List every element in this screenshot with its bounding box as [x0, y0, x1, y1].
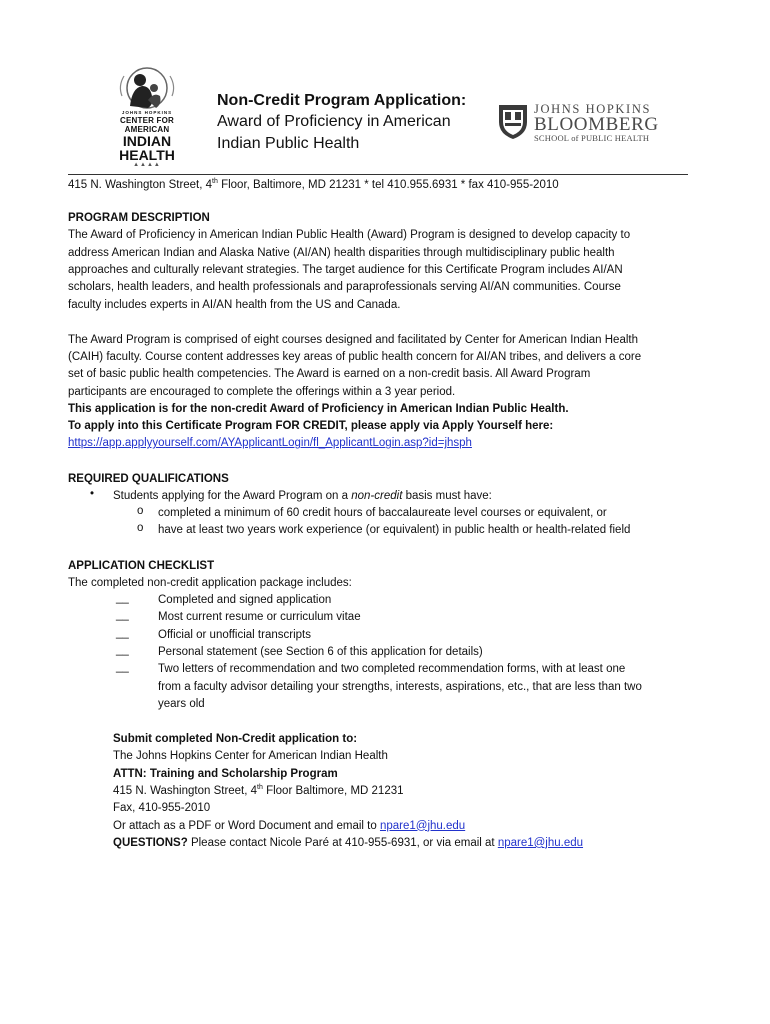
header-address: [68, 177, 559, 193]
checklist-blank: __: [116, 592, 129, 605]
caih-logo-line3: AMERICAN: [124, 125, 170, 134]
sub-bullet-icon: o: [137, 522, 144, 535]
jhu-logo-line3: SCHOOL of PUBLIC HEALTH: [534, 133, 650, 143]
jhu-logo-line2: BLOOMBERG: [534, 114, 659, 135]
jhu-shield-icon: [497, 104, 529, 140]
submit-attn: ATTN: Training and Scholarship Program: [113, 767, 338, 780]
checklist-item: Most current resume or curriculum vitae: [158, 611, 361, 624]
page-title: [217, 90, 466, 155]
application-checklist-heading: APPLICATION CHECKLIST: [68, 559, 215, 572]
credit-notice: To apply into this Certificate Program FOR CREDIT, please apply via Apply Yourself here:: [68, 420, 554, 433]
caih-logo-line4: INDIAN: [122, 133, 172, 149]
questions-text: Please contact Nicole Paré at 410-955-6931, or via email at: [187, 836, 498, 849]
noncredit-notice: This application is for the non-credit Award of Proficiency in American Indian Public Health.: [68, 402, 569, 415]
submit-address-sup: th: [257, 784, 263, 792]
checklist-item-cont: years old: [158, 697, 205, 710]
title-line-1: Award of Proficiency in American: [217, 113, 451, 130]
qualification-emphasis: non-credit: [351, 489, 403, 502]
description-line: The Award Program is comprised of eight courses designed and facilitated by Center for American Indian Health: [68, 333, 638, 346]
questions-line: [113, 835, 583, 852]
description-line: address American Indian and Alaska Native (AI/AN) health disparities through multidisciplinary public health: [68, 246, 615, 259]
caih-logo: [104, 66, 190, 174]
title-line-2: Indian Public Health: [217, 135, 360, 152]
caih-logo-line5: HEALTH: [119, 147, 175, 163]
jhu-bloomberg-logo: [497, 103, 667, 143]
bullet-icon: •: [90, 487, 95, 500]
submit-address-text-cont: Floor Baltimore, MD 21231: [262, 784, 404, 797]
program-description-heading: PROGRAM DESCRIPTION: [68, 212, 210, 224]
qualification-text-cont: basis must have:: [402, 489, 492, 502]
address-sup: th: [212, 178, 218, 186]
caih-logo-line1: JOHNS HOPKINS: [121, 110, 173, 115]
submit-address: [113, 783, 404, 800]
checklist-item: Two letters of recommendation and two completed recommendation forms, with at least one: [158, 663, 626, 676]
submit-line: The Johns Hopkins Center for American Indian Health: [113, 750, 388, 763]
description-line: The Award of Proficiency in American Indian Public Health (Award) Program is designed to develop capacity to: [68, 229, 631, 242]
checklist-blank: __: [116, 626, 129, 639]
header-divider: [68, 174, 688, 175]
qualification-text: Students applying for the Award Program on a: [113, 489, 352, 502]
checklist-item: Completed and signed application: [158, 594, 332, 607]
caih-emblem-icon: [114, 66, 180, 110]
qualification-sub-item: completed a minimum of 60 credit hours of baccalaureate level courses or equivalent, or: [158, 507, 607, 520]
description-line: (CAIH) faculty. Course content addresses key areas of public health concern for AI/AN tribes, and delivers a core: [68, 350, 642, 363]
checklist-item-cont: from a faculty advisor detailing your strengths, interests, aspirations, etc., that are less than two: [158, 680, 642, 693]
caih-triangles-icon: ▲▲▲▲: [133, 162, 161, 168]
apply-yourself-link[interactable]: https://app.applyyourself.com/AYApplicantLogin/fl_ApplicantLogin.asp?id=jhsph: [68, 437, 472, 450]
checklist-blank: __: [116, 661, 129, 674]
checklist-item: Personal statement (see Section 6 of this application for details): [158, 646, 483, 658]
submit-heading: Submit completed Non-Credit application to:: [113, 733, 358, 745]
submit-fax: Fax, 410-955-2010: [113, 802, 211, 815]
qualification-main: [113, 488, 492, 505]
checklist-item: Official or unofficial transcripts: [158, 628, 311, 641]
checklist-blank: __: [116, 609, 129, 622]
questions-label: QUESTIONS?: [113, 836, 188, 849]
submit-address-text: 415 N. Washington Street, 4: [113, 784, 258, 797]
required-qualifications-heading: REQUIRED QUALIFICATIONS: [68, 472, 229, 485]
caih-logo-line2: CENTER FOR: [120, 116, 174, 125]
submit-email-text: Or attach as a PDF or Word Document and email to: [113, 819, 380, 832]
description-line: scholars, health leaders, and health professionals and paraprofessionals serving AI/AN communities. Course: [68, 281, 621, 294]
address-text: 415 N. Washington Street, 4: [68, 179, 213, 191]
description-line: participants are encouraged to complete the offerings within a 3 year period.: [68, 385, 456, 398]
jhu-logo-line1: JOHNS HOPKINS: [534, 102, 651, 116]
submit-email-line: [113, 818, 465, 835]
title-heading: Non-Credit Program Application:: [217, 92, 467, 109]
questions-email-link[interactable]: npare1@jhu.edu: [497, 836, 584, 849]
sub-bullet-icon: o: [137, 505, 144, 518]
qualification-sub-item: have at least two years work experience (or equivalent) in public health or health-related field: [158, 524, 631, 537]
description-line: set of basic public health competencies. The Award is earned on a non-credit basis. All Award Program: [68, 368, 591, 381]
description-line: faculty includes experts in AI/AN health from the US and Canada.: [68, 298, 401, 311]
email-link[interactable]: npare1@jhu.edu: [379, 819, 466, 832]
checklist-intro: The completed non-credit application package includes:: [68, 576, 352, 589]
description-line: approaches and culturally relevant strategies. The target audience for this Certificate Program includes AI/AN: [68, 263, 623, 276]
checklist-blank: __: [116, 644, 129, 656]
address-text-cont: Floor, Baltimore, MD 21231 * tel 410.955.6931 * fax 410-955-2010: [217, 179, 559, 191]
